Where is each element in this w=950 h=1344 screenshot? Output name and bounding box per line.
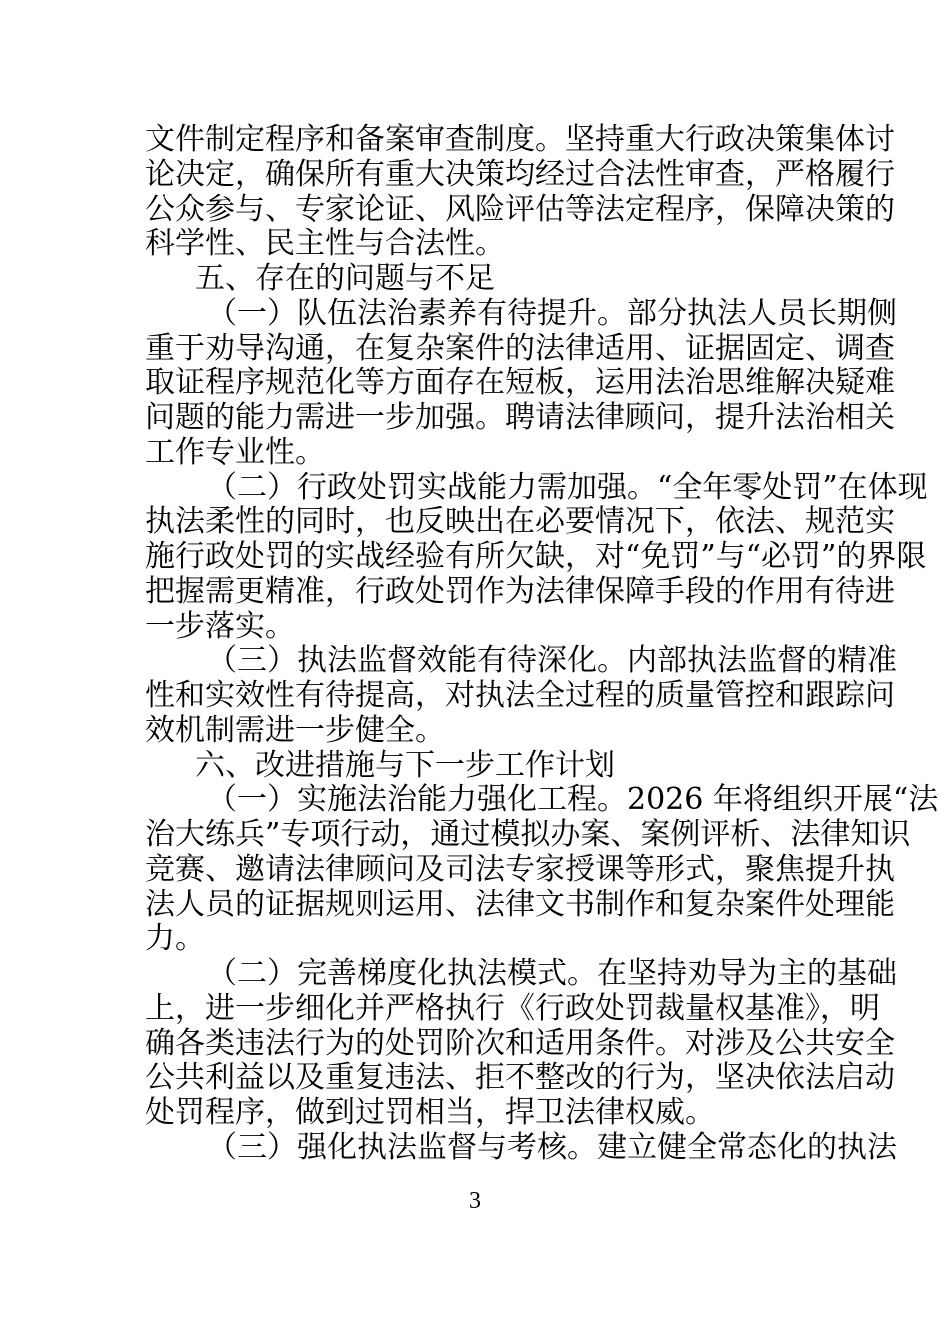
text-line: 处罚程序，做到过罚相当，捍卫法律权威。 <box>145 1095 715 1130</box>
section-heading <box>145 262 807 297</box>
text-line: 力。 <box>145 921 205 957</box>
text-line: 五、存在的问题与不足 <box>195 261 495 296</box>
paragraph <box>145 122 895 262</box>
text-line: 把握需更精准，行政处罚作为法律保障手段的作用有待进 <box>145 573 895 609</box>
paragraph <box>145 1129 897 1166</box>
text-line: 论决定，确保所有重大决策均经过合法性审查，严格履行 <box>145 156 895 192</box>
paragraph <box>145 295 897 471</box>
text-line: （二）行政处罚实战能力需加强。“全年零处罚”在体现 <box>207 469 928 505</box>
text-line: 治大练兵”专项行动，通过模拟办案、案例评析、法律知识 <box>145 817 911 852</box>
paragraph <box>145 782 939 957</box>
text-line: 法人员的证据规则运用、法律文书制作和复杂案件处理能 <box>145 886 895 922</box>
text-line: （一）队伍法治素养有待提升。部分执法人员长期侧 <box>207 295 897 331</box>
text-line: 取证程序规范化等方面存在短板，运用法治思维解决疑难 <box>145 365 895 401</box>
text-line: 效机制需进一步健全。 <box>145 712 445 748</box>
text-line: 性和实效性有待提高，对执法全过程的质量管控和跟踪问 <box>145 678 895 713</box>
text-line: 上，进一步细化并严格执行《行政处罚裁量权基准》，明 <box>145 990 880 1026</box>
section-heading <box>145 749 807 784</box>
paragraph <box>145 643 897 748</box>
page-number: 3 <box>469 1188 481 1214</box>
text-line: 确各类违法行为的处罚阶次和适用条件。对涉及公共安全 <box>145 1025 895 1061</box>
text-line: 公众参与、专家论证、风险评估等法定程序，保障决策的 <box>145 191 895 227</box>
text-line: （二）完善梯度化执法模式。在坚持劝导为主的基础 <box>207 956 897 991</box>
text-line: 执法柔性的同时，也反映出在必要情况下，依法、规范实 <box>145 504 895 540</box>
text-line: 科学性、民主性与合法性。 <box>145 226 505 262</box>
paragraph <box>145 956 897 1131</box>
text-line: （三）强化执法监督与考核。建立健全常态化的执法 <box>207 1129 897 1165</box>
text-line: 竞赛、邀请法律顾问及司法专家授课等形式，聚焦提升执 <box>145 851 895 887</box>
text-line: 问题的能力需进一步加强。聘请法律顾问，提升法治相关 <box>145 400 895 435</box>
text-line: 施行政处罚的实战经验有所欠缺，对“免罚”与“必罚”的界限 <box>145 539 927 574</box>
text-line: （三）执法监督效能有待深化。内部执法监督的精准 <box>207 643 897 679</box>
text-line: 重于劝导沟通，在复杂案件的法律适用、证据固定、调查 <box>145 330 895 366</box>
text-line: 六、改进措施与下一步工作计划 <box>195 747 615 783</box>
text-line: （一）实施法治能力强化工程。2026 年将组织开展“法 <box>207 782 939 818</box>
text-line: 文件制定程序和备案审查制度。坚持重大行政决策集体讨 <box>145 122 895 157</box>
document-body <box>145 122 939 1166</box>
text-line: 公共利益以及重复违法、拒不整改的行为，坚决依法启动 <box>145 1060 895 1096</box>
paragraph <box>145 469 928 645</box>
text-line: 工作专业性。 <box>145 434 325 470</box>
text-line: 一步落实。 <box>145 608 295 644</box>
